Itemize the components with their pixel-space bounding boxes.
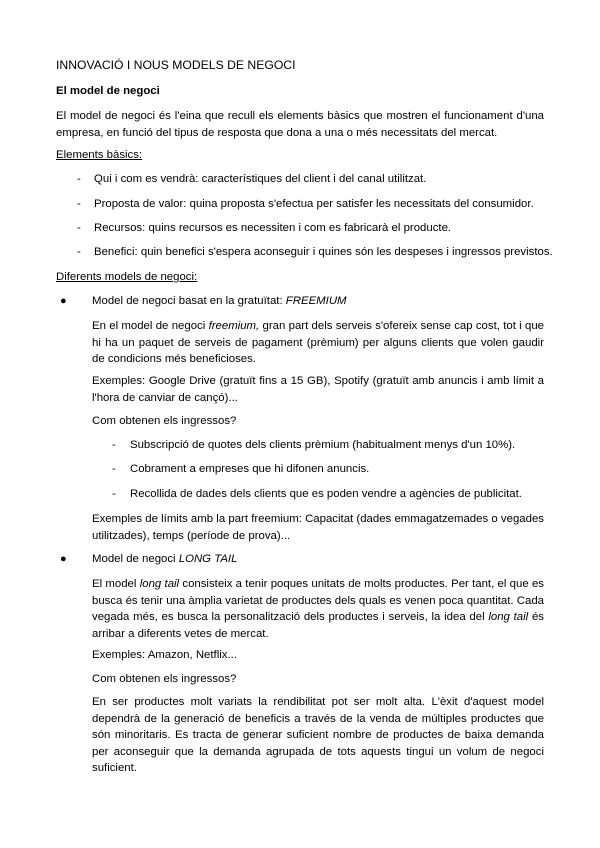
freemium-desc-em: freemium, — [208, 320, 260, 332]
freemium-examples: Exemples: Google Drive (gratuït fins a 15 GB), Spotify (gratuït amb anuncis i amb límit a l'hora de canviar de cançó)... — [92, 375, 544, 404]
section-heading: El model de negoci — [56, 85, 160, 97]
bullet-dot: ● — [60, 295, 67, 307]
dash-bullet: - — [112, 463, 116, 475]
models-heading: Diferents models de negoci: — [56, 271, 198, 283]
longtail-label — [92, 551, 544, 568]
longtail-desc-c: és arribar a diferents vetes de mercat. — [92, 611, 544, 640]
longtail-desc-em2: long tail — [488, 611, 529, 623]
freemium-desc-pre: En el model de negoci — [92, 320, 206, 332]
document-title: INNOVACIÓ I NOUS MODELS DE NEGOCI — [56, 58, 296, 72]
longtail-examples: Exemples: Amazon, Netflix... — [92, 649, 237, 661]
basics-item: Benefici: quin benefici s'espera aconseguir i quines són les despeses i ingressos previstos. — [94, 246, 553, 258]
basics-heading: Elements bàsics: — [56, 149, 143, 161]
freemium-label — [92, 293, 544, 310]
dash-bullet: - — [112, 488, 116, 500]
freemium-limits: Exemples de límits amb la part freemium: Capacitat (dades emmagatzemades o vegades utilitzades), temps (període de prova)... — [92, 513, 544, 542]
dash-bullet: - — [77, 198, 81, 210]
longtail-desc-a: El model — [92, 578, 137, 590]
freemium-income-item: Cobrament a empreses que hi difonen anuncis. — [130, 463, 370, 475]
longtail-income-question: Com obtenen els ingressos? — [92, 673, 237, 685]
freemium-description — [92, 318, 544, 368]
basics-item: Proposta de valor: quina proposta s'efectua per satisfer les necessitats del consumidor. — [94, 198, 534, 210]
dash-bullet: - — [77, 222, 81, 234]
intro-paragraph: El model de negoci és l'eina que recull els elements bàsics que mostren el funcionament d'una empresa, en funció del tipus de resposta que dona a una o més necessitats del mercat. — [56, 110, 544, 139]
basics-item: Recursos: quins recursos es necessiten i com es fabricarà el producte. — [94, 222, 452, 234]
longtail-label-em: LONG TAIL — [178, 553, 238, 565]
freemium-income-item: Subscripció de quotes dels clients prèmium (habitualment menys d'un 10%). — [130, 439, 516, 451]
longtail-label-text: Model de negoci — [92, 553, 176, 565]
freemium-income-question: Com obtenen els ingressos? — [92, 415, 237, 427]
longtail-desc-b: consisteix a tenir poques unitats de molts productes. Per tant, el que es busca és tenir una àmplia varietat de productes dels quals es venen poca quantitat. Cada vegada més, es busca la personalització dels productes i serveis, la idea del — [92, 578, 544, 623]
dash-bullet: - — [77, 246, 81, 258]
basics-item: Qui i com es vendrà: característiques del client i del canal utilitzat. — [94, 173, 427, 185]
dash-bullet: - — [112, 439, 116, 451]
longtail-income-description: En ser productes molt variats la rendibilitat pot ser molt alta. L'èxit d'aquest model dependrà de la generació de beneficis a través de la venda de múltiples productes que són minoritaris. Es tracta de generar suficient nombre de productes de baixa demanda per aconseguir que la demanda agrupada de tots aquests tingui un volum de negoci suficient. — [92, 696, 544, 774]
longtail-description — [92, 576, 544, 642]
longtail-desc-em1: long tail — [139, 578, 180, 590]
freemium-desc-post: gran part dels serveis s'ofereix sense cap cost, tot i que hi ha un paquet de serveis de pagament (prèmium) per alguns clients que volen gaudir de condicions més beneficioses. — [92, 320, 545, 365]
freemium-label-text: Model de negoci basat en la gratuïtat: — [92, 295, 283, 307]
bullet-dot: ● — [60, 553, 67, 565]
freemium-income-item: Recollida de dades dels clients que es poden vendre a agències de publicitat. — [130, 488, 522, 500]
dash-bullet: - — [77, 173, 81, 185]
freemium-label-em: FREEMIUM — [285, 295, 347, 307]
